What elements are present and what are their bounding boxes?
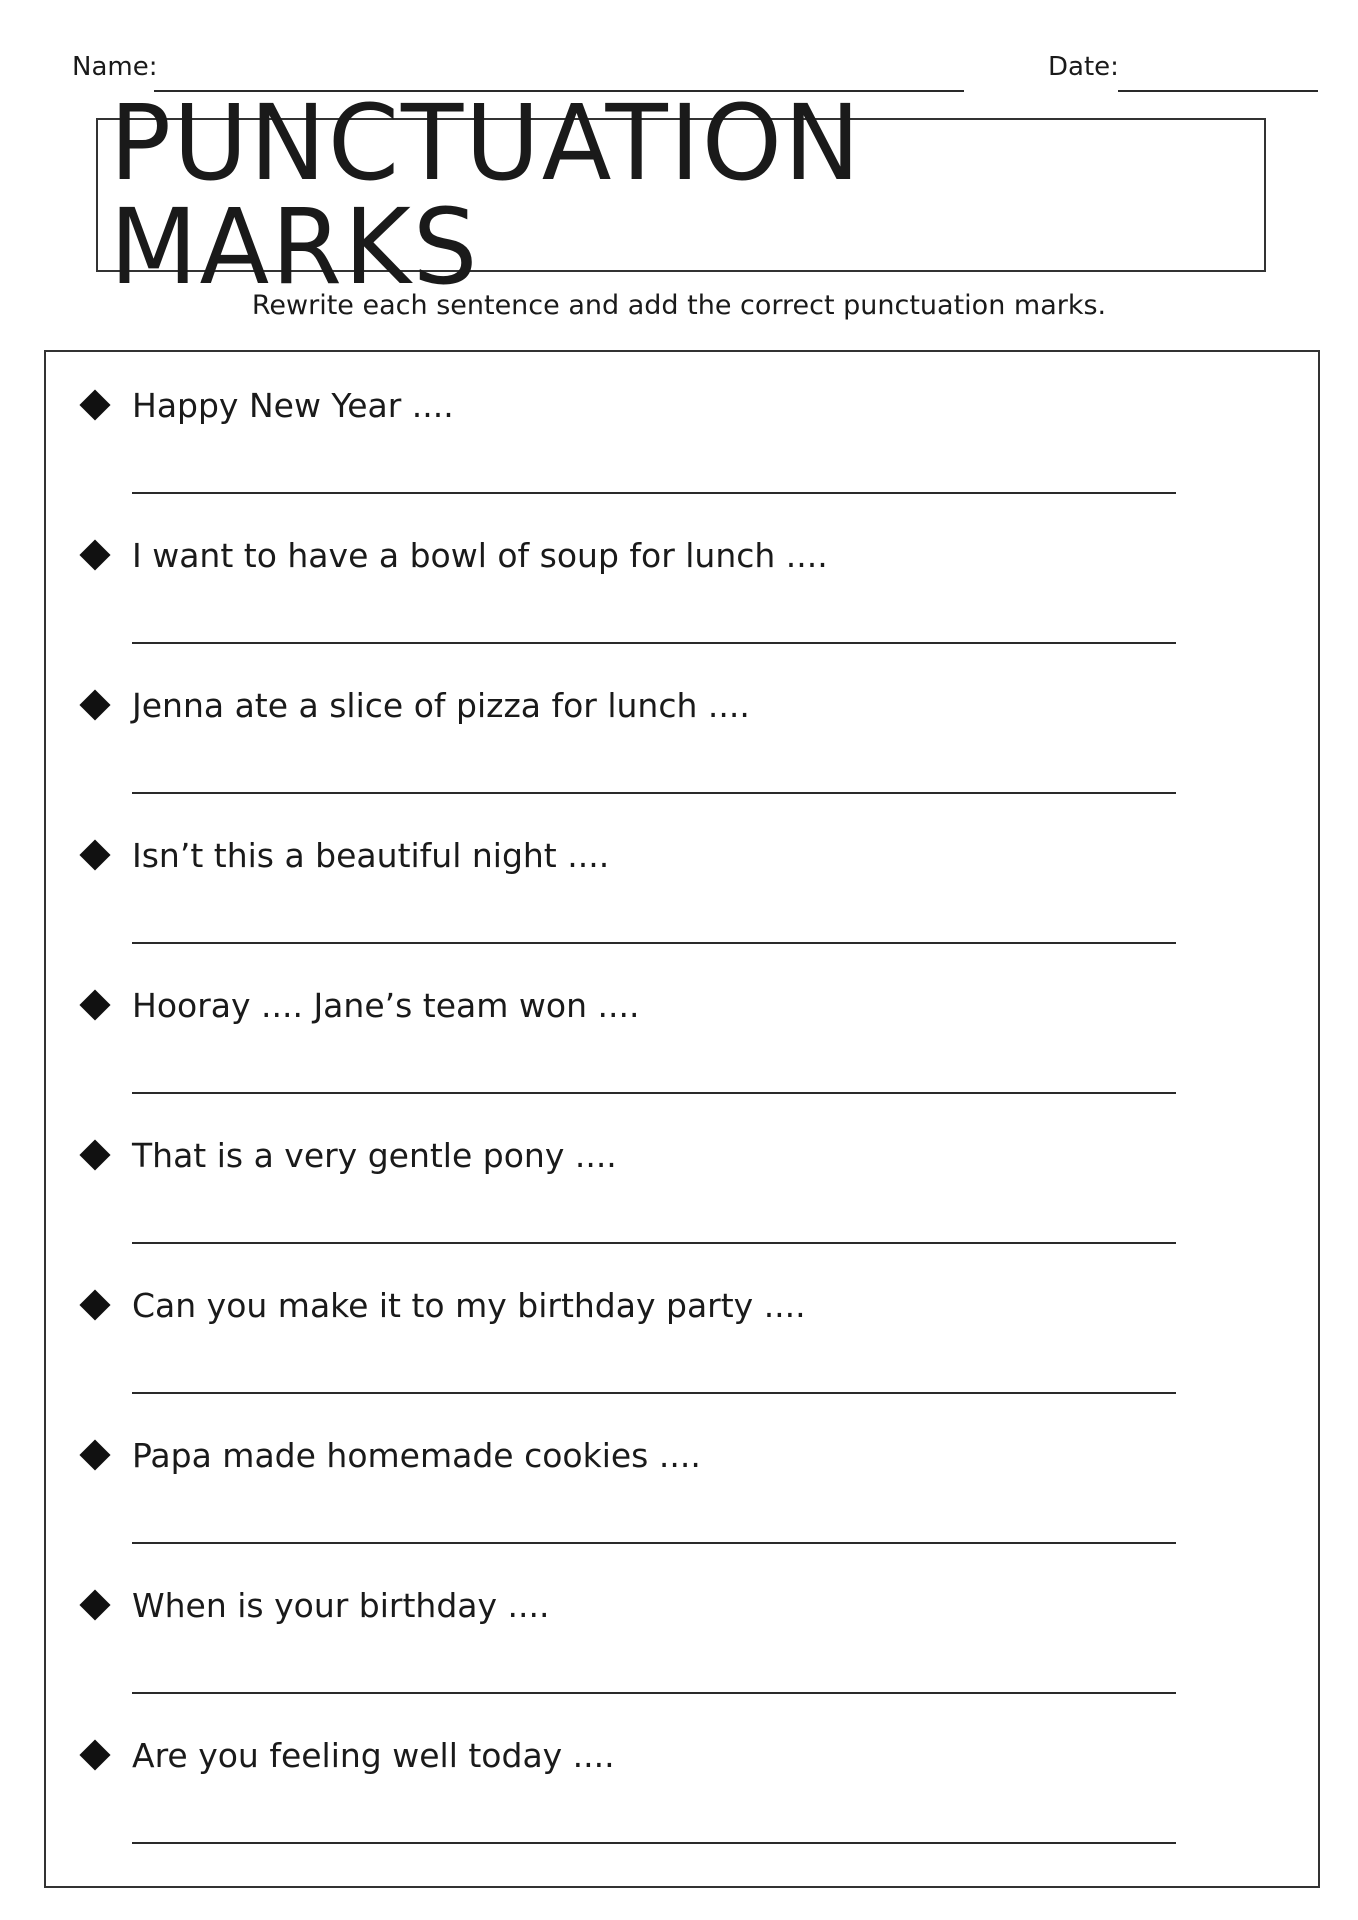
instructions-text: Rewrite each sentence and add the correct punctuation marks. (251, 290, 1107, 321)
question-item (46, 1552, 1318, 1702)
name-label: Name: (72, 52, 158, 82)
answer-line[interactable] (132, 942, 1176, 944)
question-item (46, 1402, 1318, 1552)
questions-box (44, 350, 1320, 1888)
question-item (46, 1102, 1318, 1252)
question-text: I want to have a bowl of soup for lunch .... (132, 536, 828, 575)
diamond-icon (79, 839, 110, 870)
question-text: Jenna ate a slice of pizza for lunch .... (132, 686, 750, 725)
answer-line[interactable] (132, 1842, 1176, 1844)
date-label: Date: (1048, 52, 1119, 82)
answer-line[interactable] (132, 492, 1176, 494)
page-title: PUNCTUATION MARKS (109, 82, 863, 308)
question-item (46, 802, 1318, 952)
answer-line[interactable] (132, 1692, 1176, 1694)
answer-line[interactable] (132, 792, 1176, 794)
answer-line[interactable] (132, 1392, 1176, 1394)
question-text: Papa made homemade cookies .... (132, 1436, 701, 1475)
diamond-icon (79, 1439, 110, 1470)
diamond-icon (79, 389, 110, 420)
question-text: Isn’t this a beautiful night .... (132, 836, 610, 875)
diamond-icon (79, 989, 110, 1020)
answer-line[interactable] (132, 642, 1176, 644)
question-item (46, 652, 1318, 802)
question-text: Are you feeling well today .... (132, 1736, 615, 1775)
question-item (46, 1702, 1318, 1852)
diamond-icon (79, 1289, 110, 1320)
question-item (46, 952, 1318, 1102)
question-text: That is a very gentle pony .... (132, 1136, 617, 1175)
diamond-icon (79, 1589, 110, 1620)
answer-line[interactable] (132, 1242, 1176, 1244)
diamond-icon (79, 689, 110, 720)
question-item (46, 502, 1318, 652)
answer-line[interactable] (132, 1092, 1176, 1094)
diamond-icon (79, 539, 110, 570)
question-item (46, 1252, 1318, 1402)
diamond-icon (79, 1139, 110, 1170)
answer-line[interactable] (132, 1542, 1176, 1544)
question-text: Happy New Year .... (132, 386, 454, 425)
question-text: Hooray .... Jane’s team won .... (132, 986, 640, 1025)
question-item (46, 352, 1318, 502)
question-text: When is your birthday .... (132, 1586, 550, 1625)
question-text: Can you make it to my birthday party .... (132, 1286, 806, 1325)
diamond-icon (79, 1739, 110, 1770)
